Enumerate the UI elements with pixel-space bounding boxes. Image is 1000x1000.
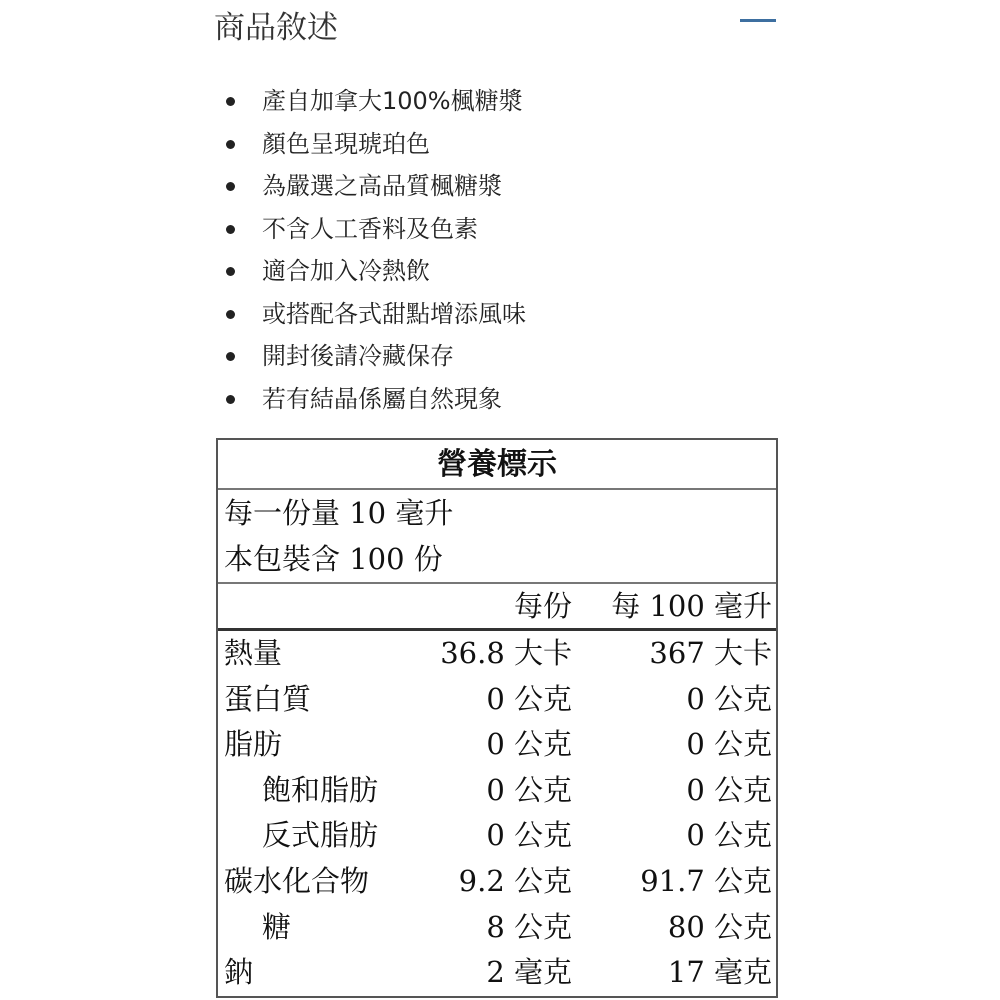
list-item: [222, 250, 526, 293]
per-100-value: 91.7 公克: [640, 863, 772, 898]
table-row: [218, 677, 776, 723]
list-item-text: 或搭配各式甜點增添風味: [262, 299, 526, 328]
nutrition-header: [218, 584, 776, 631]
list-item-text: 適合加入冷熱飲: [262, 257, 430, 285]
list-item-text: 若有結晶係屬自然現象: [262, 384, 502, 413]
per-serving-value: 0 公克: [486, 818, 572, 853]
nutrition-rows: [218, 631, 776, 996]
nutrient-name: 碳水化合物: [224, 863, 370, 898]
bullet-icon: [226, 140, 235, 149]
per-100-value: 367 大卡: [649, 636, 772, 670]
list-item-text: 開封後請冷藏保存: [262, 342, 454, 370]
list-item: [222, 208, 526, 251]
table-row: [218, 631, 776, 677]
table-row: [218, 813, 776, 859]
bullet-icon: [226, 267, 235, 276]
bullet-icon: [226, 182, 235, 191]
per-100-value: 17 毫克: [667, 955, 772, 990]
per-serving-value: 8 公克: [486, 909, 572, 944]
nutrient-name: 飽和脂肪: [262, 772, 379, 807]
list-item: [222, 378, 526, 421]
per-serving-value: 0 公克: [486, 727, 572, 762]
serving-info: [218, 490, 776, 584]
nutrient-name: 反式脂肪: [262, 818, 379, 853]
table-row: [218, 905, 776, 951]
list-item: [222, 293, 526, 336]
nutrition-title: 營養標示: [218, 440, 776, 490]
section-title: 商品敘述: [214, 10, 338, 46]
table-row: [218, 722, 776, 768]
list-item: [222, 123, 526, 166]
bullet-icon: [226, 225, 235, 234]
servings-per-package: 本包裝含 100 份: [224, 542, 443, 576]
serving-size: 每一份量 10 毫升: [224, 496, 454, 530]
per-100-value: 0 公克: [686, 818, 772, 853]
feature-list: [222, 80, 526, 420]
list-item-text: 為嚴選之高品質楓糖漿: [262, 172, 502, 200]
per-serving-value: 2 毫克: [486, 955, 572, 990]
per-serving-value: 0 公克: [486, 681, 572, 716]
list-item: [222, 335, 526, 378]
list-item-text: 產自加拿大100%楓糖漿: [262, 87, 523, 115]
col-per-serving: 每份: [513, 589, 572, 623]
nutrient-name: 蛋白質: [224, 681, 312, 716]
per-100-value: 0 公克: [686, 772, 772, 807]
nutrient-name: 糖: [262, 909, 292, 944]
bullet-icon: [226, 352, 235, 361]
per-serving-value: 0 公克: [486, 772, 572, 807]
table-row: [218, 859, 776, 905]
col-per-100: 每 100 毫升: [611, 589, 772, 623]
per-serving-value: 36.8 大卡: [440, 636, 572, 670]
bullet-icon: [226, 310, 235, 319]
per-100-value: 0 公克: [686, 727, 772, 762]
list-item: [222, 165, 526, 208]
per-100-value: 0 公克: [686, 681, 772, 716]
table-row: [218, 950, 776, 996]
nutrient-name: 鈉: [224, 955, 254, 990]
per-serving-value: 9.2 公克: [458, 863, 572, 898]
list-item-text: 不含人工香料及色素: [262, 214, 478, 243]
per-100-value: 80 公克: [667, 909, 772, 944]
list-item-text: 顏色呈現琥珀色: [262, 129, 430, 158]
nutrition-label: [216, 438, 778, 998]
nutrient-name: 脂肪: [224, 727, 283, 762]
table-row: [218, 768, 776, 814]
bullet-icon: [226, 395, 235, 404]
nutrient-name: 熱量: [224, 636, 283, 670]
bullet-icon: [226, 97, 235, 106]
list-item: [222, 80, 526, 123]
minus-icon: [740, 19, 776, 22]
collapse-button[interactable]: [740, 10, 778, 30]
